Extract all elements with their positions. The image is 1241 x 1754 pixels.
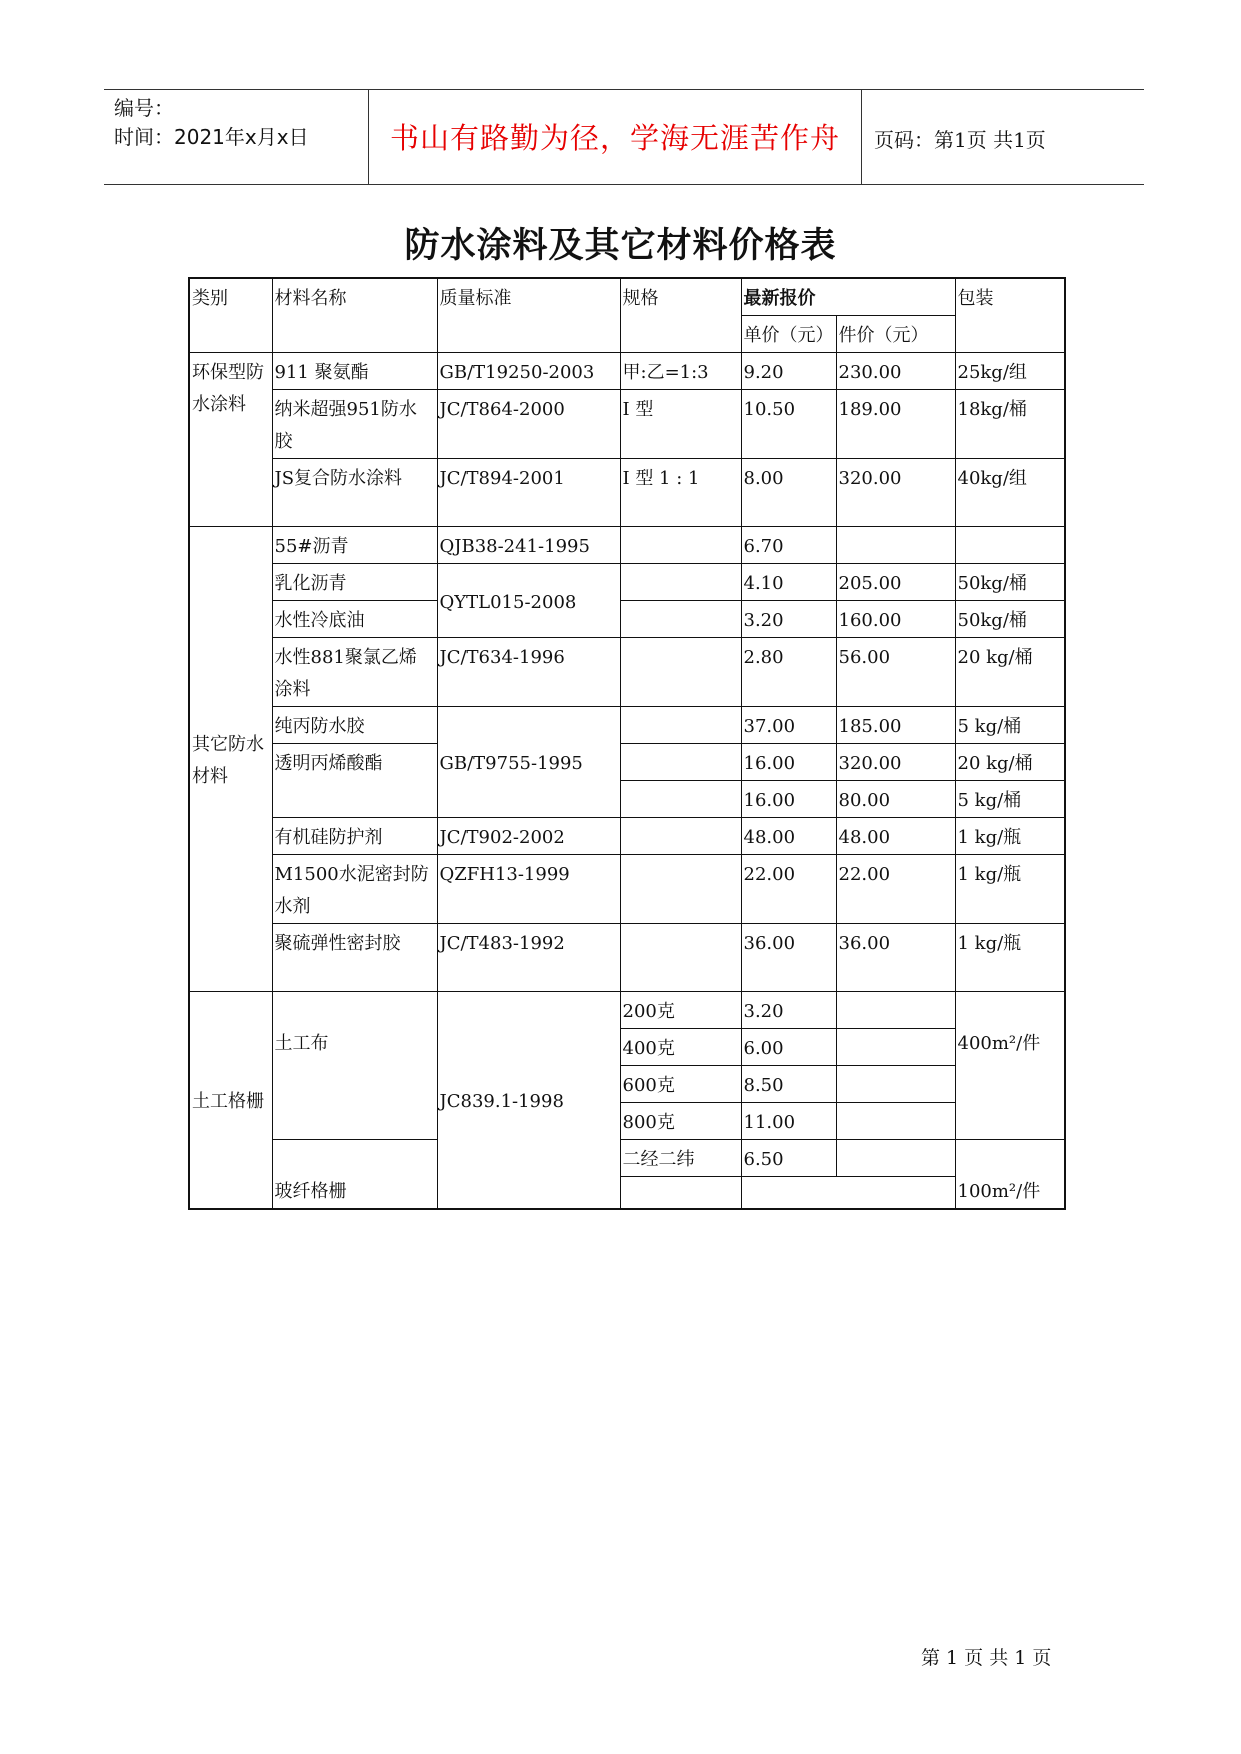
unit-price-cell: 36.00 — [741, 924, 836, 992]
piece-price-cell — [836, 1066, 955, 1103]
package-cell: 1 kg/瓶 — [955, 855, 1065, 924]
spec-cell — [620, 744, 741, 781]
spec-cell: 甲:乙=1:3 — [620, 353, 741, 390]
name-cell: 有机硅防护剂 — [272, 818, 437, 855]
table-row — [189, 601, 1065, 638]
piece-price-cell: 22.00 — [836, 855, 955, 924]
name-cell: M1500水泥密封防水剂 — [272, 855, 437, 924]
table-row — [189, 744, 1065, 781]
spec-cell: I 型 1 : 1 — [620, 459, 741, 527]
unit-price-cell: 22.00 — [741, 855, 836, 924]
standard-cell: QZFH13-1999 — [437, 855, 620, 924]
unit-price-cell: 8.00 — [741, 459, 836, 527]
piece-price-cell: 48.00 — [836, 818, 955, 855]
header-standard: 质量标准 — [437, 278, 620, 353]
spec-cell — [620, 601, 741, 638]
header-price: 最新报价 — [741, 278, 955, 316]
serial-label: 编号： — [114, 96, 174, 120]
header-category: 类别 — [189, 278, 272, 353]
package-cell: 50kg/桶 — [955, 601, 1065, 638]
unit-price-cell: 4.10 — [741, 564, 836, 601]
piece-price-cell: 36.00 — [836, 924, 955, 992]
standard-cell: GB/T9755-1995 — [437, 707, 620, 818]
table-row — [189, 353, 1065, 390]
package-cell: 1 kg/瓶 — [955, 818, 1065, 855]
table-row — [189, 564, 1065, 601]
time-label: 时间：2021年x月x日 — [114, 125, 309, 149]
spec-cell — [620, 818, 741, 855]
standard-cell: QJB38-241-1995 — [437, 527, 620, 564]
standard-cell: JC/T902-2002 — [437, 818, 620, 855]
piece-price-cell: 320.00 — [836, 459, 955, 527]
package-cell: 100m²/件 — [955, 1140, 1065, 1210]
name-cell: 纯丙防水胶 — [272, 707, 437, 744]
unit-price-cell: 6.70 — [741, 527, 836, 564]
price-table — [188, 277, 1066, 1210]
header-unit-price: 单价（元） — [741, 316, 836, 353]
header-divider — [861, 90, 862, 184]
header-package: 包装 — [955, 278, 1065, 353]
table-row — [189, 527, 1065, 564]
header-name: 材料名称 — [272, 278, 437, 353]
standard-cell: JC839.1-1998 — [437, 992, 620, 1210]
unit-price-cell: 3.20 — [741, 601, 836, 638]
spec-cell: 800克 — [620, 1103, 741, 1140]
piece-price-cell: 189.00 — [836, 390, 955, 459]
header-page-number: 页码：第1页 共1页 — [874, 128, 1046, 152]
table-row — [189, 818, 1065, 855]
package-cell: 1 kg/瓶 — [955, 924, 1065, 992]
package-cell: 20 kg/桶 — [955, 744, 1065, 781]
standard-cell: GB/T19250-2003 — [437, 353, 620, 390]
unit-price-cell: 2.80 — [741, 638, 836, 707]
standard-cell: QYTL015-2008 — [437, 564, 620, 638]
spec-cell — [620, 527, 741, 564]
piece-price-cell: 80.00 — [836, 781, 955, 818]
spec-cell: 200克 — [620, 992, 741, 1029]
category-cell: 土工格栅 — [189, 992, 272, 1210]
spec-cell — [620, 707, 741, 744]
piece-price-cell — [836, 527, 955, 564]
table-row — [189, 459, 1065, 527]
standard-cell: JC/T634-1996 — [437, 638, 620, 707]
standard-cell: JC/T894-2001 — [437, 459, 620, 527]
package-cell: 20 kg/桶 — [955, 638, 1065, 707]
piece-price-cell: 56.00 — [836, 638, 955, 707]
page-header — [104, 89, 1144, 185]
table-row — [189, 390, 1065, 459]
piece-price-cell: 185.00 — [836, 707, 955, 744]
unit-price-cell: 8.50 — [741, 1066, 836, 1103]
spec-cell — [620, 1177, 741, 1209]
header-piece-price: 件价（元） — [836, 316, 955, 353]
spec-cell — [620, 924, 741, 992]
name-cell: 透明丙烯酸酯 — [272, 744, 437, 818]
spec-cell — [620, 564, 741, 601]
package-cell: 18kg/桶 — [955, 390, 1065, 459]
table-row — [189, 924, 1065, 992]
name-cell: 聚硫弹性密封胶 — [272, 924, 437, 992]
name-cell: 水性881聚氯乙烯涂料 — [272, 638, 437, 707]
spec-cell — [620, 638, 741, 707]
table-row — [189, 992, 1065, 1029]
package-cell: 5 kg/桶 — [955, 707, 1065, 744]
unit-price-cell: 6.00 — [741, 1029, 836, 1066]
name-cell: 911 聚氨酯 — [272, 353, 437, 390]
unit-price-cell: 11.00 — [741, 1103, 836, 1140]
header-meta — [114, 94, 309, 152]
piece-price-cell — [836, 1140, 955, 1177]
standard-cell: JC/T483-1992 — [437, 924, 620, 992]
spec-cell: 400克 — [620, 1029, 741, 1066]
table-row — [189, 855, 1065, 924]
unit-price-cell: 16.00 — [741, 744, 836, 781]
price-cell — [741, 1177, 955, 1209]
category-cell: 环保型防水涂料 — [189, 353, 272, 527]
unit-price-cell: 9.20 — [741, 353, 836, 390]
name-cell: 玻纤格栅 — [272, 1140, 437, 1210]
name-cell: 55#沥青 — [272, 527, 437, 564]
package-cell: 50kg/桶 — [955, 564, 1065, 601]
piece-price-cell — [836, 1103, 955, 1140]
unit-price-cell: 10.50 — [741, 390, 836, 459]
package-value: 400m²/件 — [957, 1033, 1041, 1054]
package-cell: 5 kg/桶 — [955, 781, 1065, 818]
name-cell: 纳米超强951防水胶 — [272, 390, 437, 459]
table-row — [189, 638, 1065, 707]
package-cell — [955, 527, 1065, 564]
name-cell: 土工布 — [272, 992, 437, 1140]
table-row — [189, 1140, 1065, 1177]
piece-price-cell: 230.00 — [836, 353, 955, 390]
piece-price-cell — [836, 992, 955, 1029]
standard-cell: JC/T864-2000 — [437, 390, 620, 459]
name-cell: JS复合防水涂料 — [272, 459, 437, 527]
piece-price-cell: 320.00 — [836, 744, 955, 781]
page-footer: 第 1 页 共 1 页 — [921, 1647, 1052, 1669]
package-cell: 25kg/组 — [955, 353, 1065, 390]
unit-price-cell: 16.00 — [741, 781, 836, 818]
unit-price-cell: 37.00 — [741, 707, 836, 744]
category-cell: 其它防水材料 — [189, 527, 272, 992]
spec-cell: I 型 — [620, 390, 741, 459]
spec-cell: 600克 — [620, 1066, 741, 1103]
name-cell: 水性冷底油 — [272, 601, 437, 638]
piece-price-cell: 160.00 — [836, 601, 955, 638]
name-cell: 乳化沥青 — [272, 564, 437, 601]
spec-cell — [620, 855, 741, 924]
piece-price-cell: 205.00 — [836, 564, 955, 601]
spec-cell — [620, 781, 741, 818]
unit-price-cell: 6.50 — [741, 1140, 836, 1177]
table-row — [189, 707, 1065, 744]
unit-price-cell: 3.20 — [741, 992, 836, 1029]
spec-cell: 二经二纬 — [620, 1140, 741, 1177]
package-cell — [955, 992, 1065, 1140]
header-motto: 书山有路勤为径，学海无涯苦作舟 — [389, 121, 840, 155]
piece-price-cell — [836, 1029, 955, 1066]
document-title: 防水涂料及其它材料价格表 — [404, 225, 837, 266]
unit-price-cell: 48.00 — [741, 818, 836, 855]
package-cell: 40kg/组 — [955, 459, 1065, 527]
header-spec: 规格 — [620, 278, 741, 353]
